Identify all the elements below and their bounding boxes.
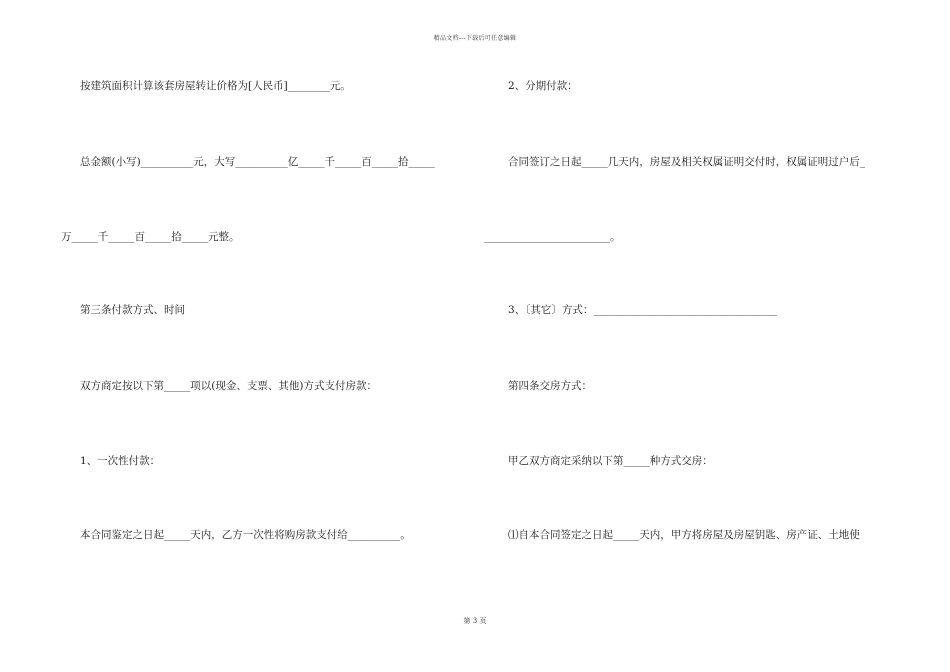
right-line-5: 第四条交房方式： <box>508 380 592 392</box>
right-line-2: 合同签订之日起_____几天内，房屋及相关权属证明交付时，权属证明过户后_ <box>508 156 865 168</box>
right-line-4: 3、〔其它〕方式：___________________________________ <box>508 304 778 316</box>
left-line-5: 双方商定按以下第_____项以(现金、支票、其他)方式支付房款： <box>80 380 377 392</box>
right-line-1: 2、分期付款： <box>508 80 578 92</box>
right-line-6: 甲乙双方商定采纳以下第_____种方式交房： <box>508 455 713 467</box>
left-line-2: 总金额(小写)__________元，大写__________亿_____千_____百_____拾_____ <box>80 156 435 168</box>
left-line-3: 万_____千_____百_____拾_____元整。 <box>61 231 240 243</box>
left-line-7: 本合同鉴定之日起_____天内，乙方一次性将购房款支付给__________。 <box>80 529 411 541</box>
left-line-1: 按建筑面积计算该套房屋转让价格为[人民币]________元。 <box>80 80 351 92</box>
page-header: 精品文档---下载后可任意编辑 <box>433 35 517 42</box>
left-line-6: 1、一次性付款： <box>80 455 161 467</box>
right-line-3: ________________________。 <box>484 231 621 243</box>
left-line-4: 第三条付款方式、时间 <box>80 304 185 316</box>
right-line-7: ⑴自本合同签定之日起_____天内，甲方将房屋及房屋钥匙、房产证、土地使 <box>508 529 860 541</box>
page-number: 第 3 页 <box>463 617 487 625</box>
